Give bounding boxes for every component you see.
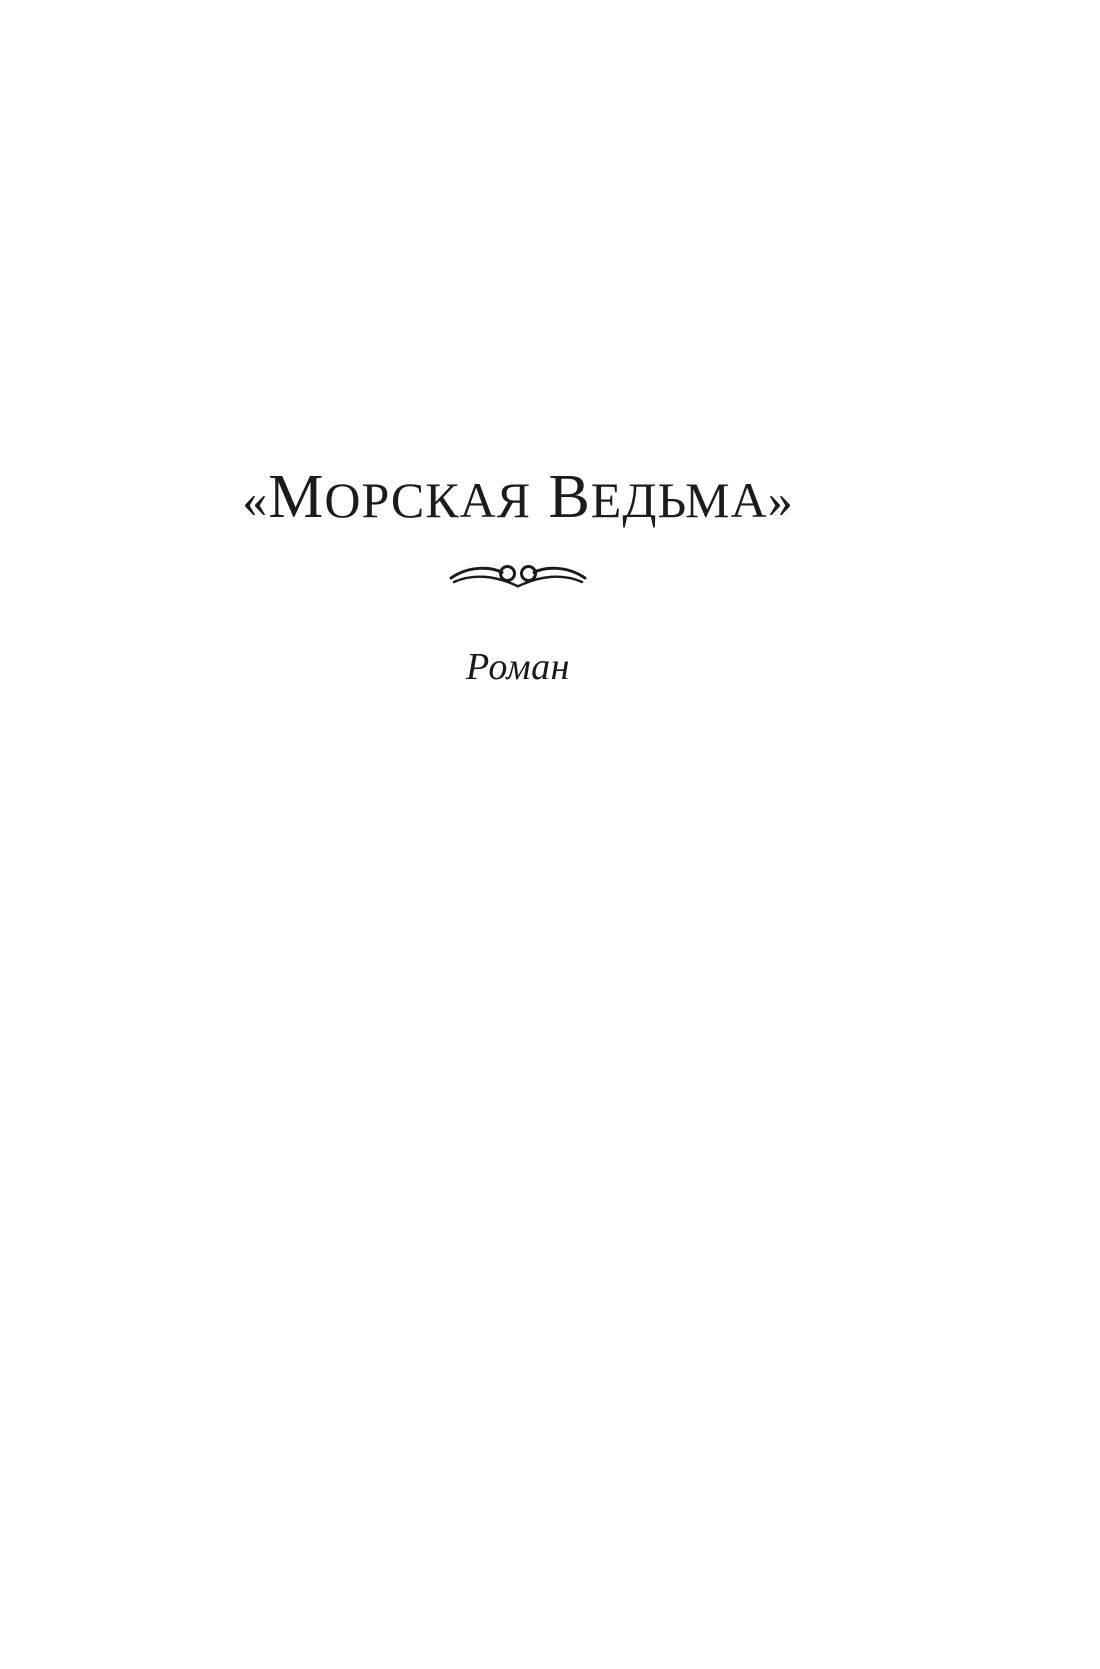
book-title: [0, 463, 1100, 531]
subtitle-genre: Роман: [466, 646, 570, 688]
title-word2-rest: ЕДЬМА: [590, 472, 768, 528]
calligraphic-flourish-icon: [448, 561, 588, 593]
title-word1-rest: ОРСКАЯ: [324, 472, 532, 528]
title-close-quote: »: [767, 472, 794, 528]
title-word1-initial: М: [268, 463, 325, 531]
title-word2-initial: В: [548, 463, 591, 531]
title-open-quote: «: [242, 472, 269, 528]
